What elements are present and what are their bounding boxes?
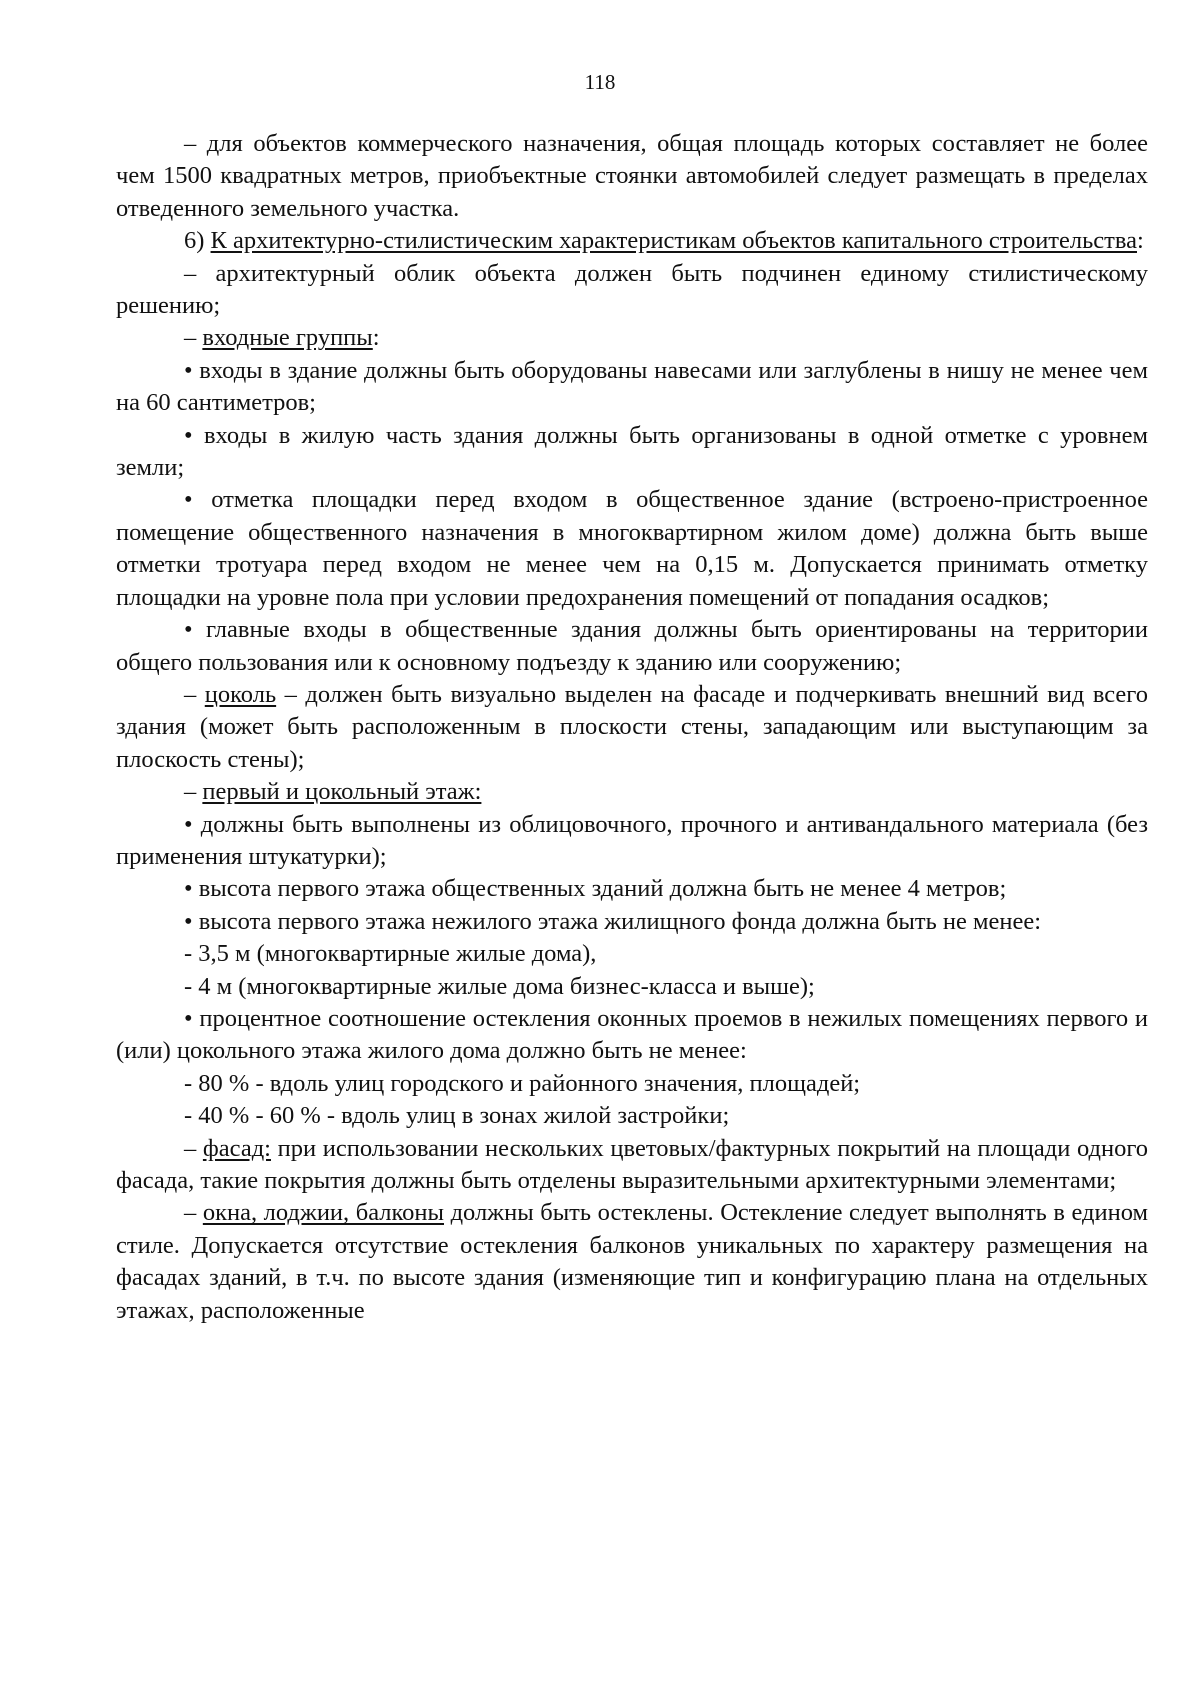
text-segment: - 40 % - 60 % - вдоль улиц в зонах жилой застройки; <box>184 1102 730 1130</box>
paragraph <box>116 938 1148 970</box>
text-segment: : <box>1137 227 1144 255</box>
text-segment: • главные входы в общественные здания должны быть ориентированы на территории общего пользования или к основному подъезду к зданию или сооружению; <box>116 616 1148 676</box>
paragraph <box>116 225 1148 257</box>
text-segment: – <box>184 778 203 806</box>
text-segment: - 4 м (многоквартирные жилые дома бизнес-класса и выше); <box>184 972 815 1000</box>
text-segment: - 80 % - вдоль улиц городского и районного значения, площадей; <box>184 1069 861 1097</box>
text-segment: 6) <box>184 227 211 255</box>
underlined-heading: фасад: <box>202 1134 271 1162</box>
paragraph <box>116 1068 1148 1100</box>
document-body <box>116 128 1148 1327</box>
text-segment: • отметка площадки перед входом в общественное здание (встроено-пристроенное помещение общественного назначения в многоквартирном жилом доме) должна быть выше отметки тротуара перед входом не менее чем на 0,15 м. Допускается принимать отметку площадки на уровне пола при условии предохранения помещений от попадания осадков; <box>116 486 1148 611</box>
underlined-heading: К архитектурно-стилистическим характеристикам объектов капитального строительства <box>210 227 1137 255</box>
text-segment: – <box>184 324 203 352</box>
text-segment: – архитектурный облик объекта должен быть подчинен единому стилистическому решению; <box>116 259 1148 320</box>
paragraph <box>116 322 1148 354</box>
paragraph <box>116 971 1148 1003</box>
underlined-heading: первый и цокольный этаж: <box>202 778 482 806</box>
paragraph <box>116 355 1148 420</box>
text-segment: • входы в здание должны быть оборудованы навесами или заглублены в нишу не менее чем на 60 сантиметров; <box>116 356 1148 417</box>
text-segment: : <box>372 324 380 352</box>
text-segment: – должен быть визуально выделен на фасаде и подчеркивать внешний вид всего здания (может быть расположенным в плоскости стены, западающим или выступающим за плоскость стены); <box>116 680 1148 773</box>
text-segment: • процентное соотношение остекления оконных проемов в нежилых помещениях первого и (или) цокольного этажа жилого дома должно быть не менее: <box>116 1004 1148 1065</box>
paragraph <box>116 906 1148 938</box>
text-segment: - 3,5 м (многоквартирные жилые дома), <box>184 940 597 968</box>
paragraph <box>116 484 1148 614</box>
text-segment: • должны быть выполнены из облицовочного, прочного и антивандального материала (без применения штукатурки); <box>116 810 1148 870</box>
paragraph <box>116 1003 1148 1068</box>
page-number: 118 <box>584 70 616 94</box>
text-segment: – <box>184 680 205 708</box>
text-segment: • входы в жилую часть здания должны быть организованы в одной отметке с уровнем земли; <box>116 421 1148 482</box>
paragraph <box>116 614 1148 679</box>
paragraph <box>116 679 1148 776</box>
paragraph <box>116 809 1148 874</box>
text-segment: • высота первого этажа нежилого этажа жилищного фонда должна быть не менее: <box>184 907 1042 935</box>
paragraph <box>116 873 1148 905</box>
text-segment: при использовании нескольких цветовых/фактурных покрытий на площади одного фасада, такие покрытия должны быть отделены выразительными архитектурными элементами; <box>116 1134 1149 1194</box>
text-segment: • высота первого этажа общественных зданий должна быть не менее 4 метров; <box>184 875 1007 903</box>
text-segment: – для объектов коммерческого назначения, общая площадь которых составляет не более чем 1500 квадратных метров, приобъектные стоянки автомобилей следует размещать в пределах отведенного земельного участка. <box>116 130 1148 222</box>
text-segment: – <box>184 1134 203 1162</box>
paragraph <box>116 776 1148 808</box>
paragraph <box>116 1197 1148 1327</box>
paragraph <box>116 420 1148 485</box>
paragraph <box>116 128 1148 225</box>
text-segment: должны быть остеклены. Остекление следует выполнять в едином стиле. Допускается отсутствие остекления балконов уникальных по характеру размещения на фасадах зданий, в т.ч. по высоте здания (изменяющие тип и конфигурацию плана на отдельных этажах, расположенные <box>116 1199 1148 1324</box>
paragraph <box>116 1100 1148 1132</box>
underlined-heading: входные группы <box>202 324 373 352</box>
paragraph <box>116 1133 1148 1198</box>
underlined-heading: окна, лоджии, балконы <box>202 1199 444 1227</box>
underlined-heading: цоколь <box>204 680 277 708</box>
paragraph <box>116 258 1148 323</box>
text-segment: – <box>184 1199 203 1227</box>
